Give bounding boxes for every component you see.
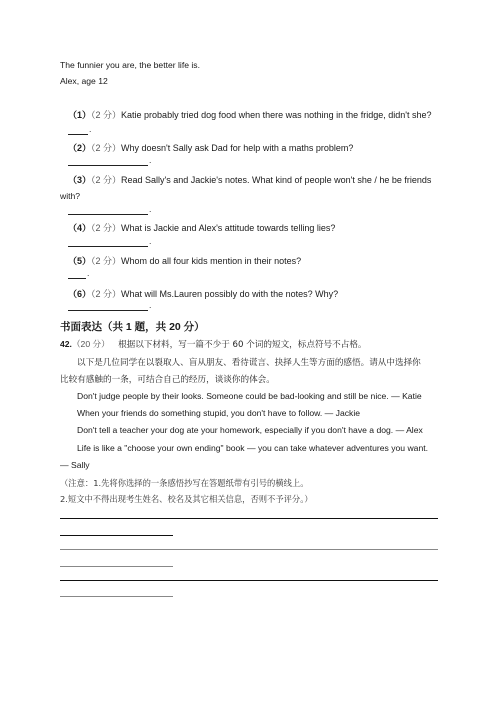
note-line-1: （注意：1.先将你选择的一条感悟抄写在答题纸带有引号的横线上。 (60, 478, 309, 488)
question-2 (68, 141, 353, 154)
quote-sally: Life is like a "choose your own ending" book — you can take whatever adventures you want. (77, 443, 429, 453)
blank-suffix: . (149, 300, 152, 310)
intro-author: Alex, age 12 (60, 76, 108, 86)
essay-instruction: 根据以下材料，写一篇不少于 60 个词的短文，标点符号不占格。 (118, 340, 367, 350)
question-4 (68, 221, 335, 234)
question-text: Why doesn't Sally ask Dad for help with a maths problem? (121, 143, 354, 153)
blank-suffix: . (149, 155, 152, 165)
question-number: （2） (68, 143, 92, 153)
answer-blank-6[interactable] (68, 310, 148, 311)
question-score: （2 分） (91, 110, 122, 120)
quote-katie: Don't judge people by their looks. Someone could be bad-looking and still be nice. — Katie (77, 391, 422, 401)
prompt-line-1: 以下是几位同学在以裂取人、盲从朋友、看待谎言、抉择人生等方面的感悟。请从中选择你 (77, 358, 421, 368)
question-text: Katie probably tried dog food when there was nothing in the fridge, didn't she? (121, 110, 432, 120)
question-3 (68, 173, 431, 186)
writing-line-2-short[interactable] (60, 566, 173, 567)
question-number: （1） (68, 110, 92, 120)
question-number: （3） (68, 175, 92, 185)
writing-line-2[interactable] (60, 549, 438, 550)
question-text: What is Jackie and Alex's attitude towards telling lies? (121, 223, 336, 233)
quote-jackie: When your friends do something stupid, you don't have to follow. — Jackie (77, 408, 361, 418)
section-heading: 书面表达（共 1 题，共 20 分） (60, 321, 205, 333)
question-number: （5） (68, 256, 92, 266)
writing-line-1-short[interactable] (60, 535, 173, 536)
question-score: （2 分） (91, 223, 122, 233)
quote-sally-attribution: — Sally (60, 460, 90, 470)
question-5 (68, 254, 301, 267)
essay-question (60, 338, 367, 350)
answer-blank-2[interactable] (68, 165, 148, 166)
writing-line-3[interactable] (60, 580, 438, 581)
blank-suffix: . (149, 204, 152, 214)
quote-alex: Don't tell a teacher your dog ate your homework, especially if you don't have a dog. — Alex (77, 425, 423, 435)
blank-suffix: . (149, 236, 152, 246)
writing-line-3-short[interactable] (60, 596, 173, 597)
question-score: （2 分） (91, 143, 122, 153)
prompt-line-2: 比较有感触的一条，可结合自己的经历，谈谈你的体会。 (60, 375, 275, 385)
essay-question-score: （20 分） (71, 339, 110, 349)
answer-blank-3[interactable] (68, 214, 148, 215)
answer-blank-5[interactable] (68, 278, 86, 279)
writing-line-1[interactable] (60, 518, 438, 519)
question-score: （2 分） (91, 175, 122, 185)
question-text: Read Sally's and Jackie's notes. What kind of people won't she / he be friends (121, 175, 432, 185)
question-number: （6） (68, 289, 92, 299)
answer-blank-1[interactable] (68, 134, 88, 135)
essay-question-number: 42. (60, 339, 72, 349)
answer-blank-4[interactable] (68, 246, 148, 247)
question-score: （2 分） (91, 289, 122, 299)
question-6 (68, 287, 338, 300)
question-1 (68, 108, 431, 121)
question-number: （4） (68, 223, 92, 233)
blank-suffix: . (87, 268, 90, 278)
blank-suffix: . (89, 124, 92, 134)
question-text: What will Ms.Lauren possibly do with the notes? Why? (121, 289, 339, 299)
intro-quote: The funnier you are, the better life is. (60, 60, 200, 70)
question-score: （2 分） (91, 256, 122, 266)
question-text: Whom do all four kids mention in their notes? (121, 256, 302, 266)
question-text-continued: with? (60, 191, 81, 201)
note-line-2: 2.短文中不得出现考生姓名、校名及其它相关信息，否则不予评分。） (60, 494, 313, 504)
